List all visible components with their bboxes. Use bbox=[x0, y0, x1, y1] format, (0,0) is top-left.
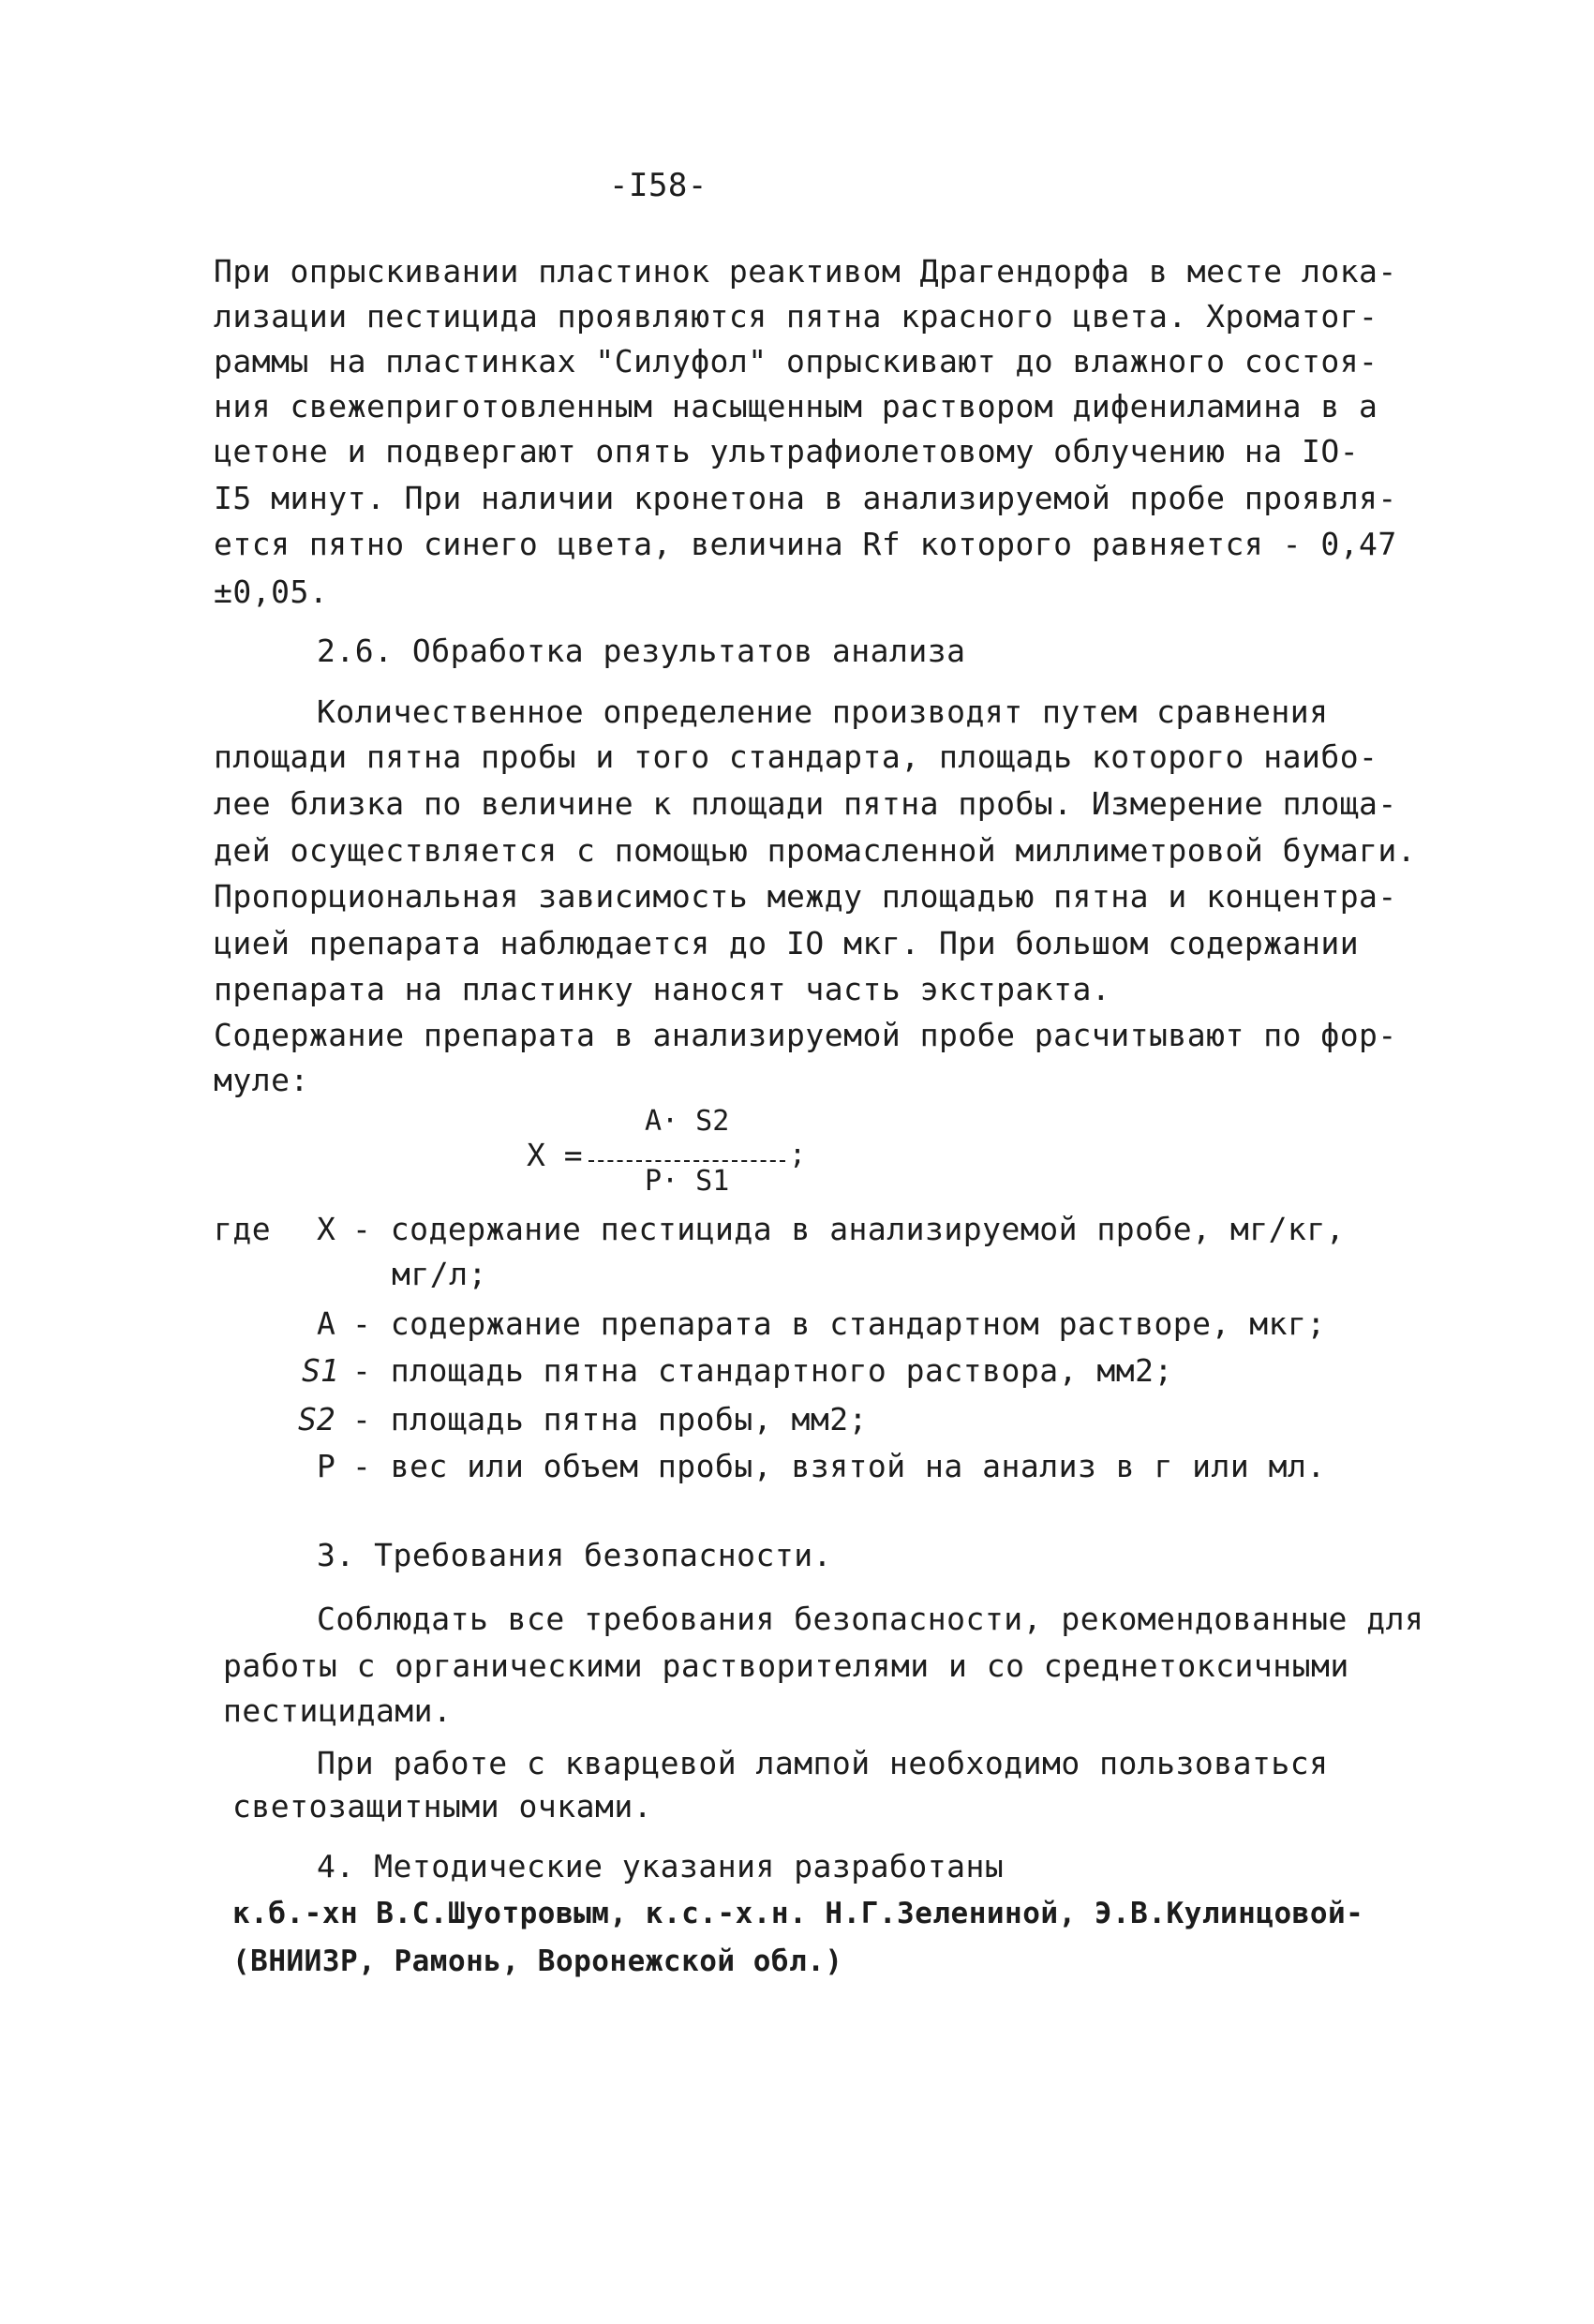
para2-line-9: муле: bbox=[214, 1062, 309, 1098]
legend-text-s2: - площадь пятна пробы, мм2; bbox=[352, 1401, 868, 1438]
formula-numerator: A· S2 bbox=[645, 1105, 730, 1138]
para2-line-4: дей осуществляется с помощью промасленной миллиметровой бумаги. bbox=[214, 832, 1417, 869]
authors-line-2: (ВНИИЗР, Рамонь, Воронежской обл.) bbox=[232, 1944, 843, 1978]
para1-line-5: цетоне и подвергают опять ультрафиолетовому облучению на IO- bbox=[214, 433, 1360, 469]
para4-line-1: При работе с кварцевой лампой необходимо пользоваться bbox=[317, 1745, 1329, 1781]
para4-line-2: светозащитными очками. bbox=[232, 1788, 653, 1825]
para3-line-2: работы с органическими растворителями и со среднетоксичными bbox=[223, 1647, 1349, 1684]
formula-fraction-line bbox=[588, 1160, 785, 1162]
para1-line-4: ния свежеприготовленным насыщенным раствором дифениламина в а bbox=[214, 388, 1378, 425]
legend-intro: где bbox=[214, 1211, 272, 1247]
para3-line-3: пестицидами. bbox=[223, 1692, 453, 1729]
para2-line-6: цией препарата наблюдается до IO мкг. При большом содержании bbox=[214, 925, 1360, 961]
legend-text-p: - вес или объем пробы, взятой на анализ в г или мл. bbox=[352, 1448, 1326, 1484]
legend-sym-s1: S1 bbox=[302, 1352, 339, 1389]
formula-denominator: P· S1 bbox=[645, 1165, 730, 1198]
para2-line-8: Содержание препарата в анализируемой пробе расчитывают по фор- bbox=[214, 1017, 1397, 1053]
para1-line-1: При опрыскивании пластинок реактивом Драгендорфа в месте лока- bbox=[214, 253, 1397, 290]
para2-line-1: Количественное определение производят путем сравнения bbox=[317, 693, 1329, 730]
para2-line-5: Пропорциональная зависимость между площадью пятна и концентра- bbox=[214, 878, 1397, 915]
section-3-heading: 3. Требования безопасности. bbox=[317, 1537, 832, 1573]
legend-text-x: - содержание пестицида в анализируемой пробе, мг/кг, bbox=[352, 1211, 1346, 1247]
para1-line-3: раммы на пластинках "Силуфол" опрыскивают до влажного состоя- bbox=[214, 343, 1378, 380]
para2-line-2: площади пятна пробы и того стандарта, площадь которого наибо- bbox=[214, 738, 1378, 775]
para1-line-7: ется пятно синего цвета, величина Rf которого равняется - 0,47 bbox=[214, 526, 1397, 562]
para3-line-1: Соблюдать все требования безопасности, рекомендованные для bbox=[317, 1601, 1424, 1637]
legend-sym-x: X bbox=[317, 1211, 336, 1247]
para1-line-6: I5 минут. При наличии кронетона в анализируемой пробе проявля- bbox=[214, 480, 1397, 516]
section-2-6-heading: 2.6. Обработка результатов анализа bbox=[317, 633, 966, 669]
legend-text-x-cont: мг/л; bbox=[392, 1256, 487, 1292]
para1-line-8: ±0,05. bbox=[214, 574, 329, 610]
para1-line-2: лизации пестицида проявляются пятна красного цвета. Хроматог- bbox=[214, 298, 1378, 335]
legend-sym-a: A bbox=[317, 1305, 336, 1342]
legend-sym-s2: S2 bbox=[298, 1401, 335, 1438]
page-number: -I58- bbox=[609, 167, 708, 204]
para2-line-7: препарата на пластинку наносят часть экстракта. bbox=[214, 971, 1111, 1007]
formula-suffix: ; bbox=[789, 1139, 807, 1171]
legend-text-s1: - площадь пятна стандартного раствора, мм2; bbox=[352, 1352, 1173, 1389]
legend-sym-p: P bbox=[317, 1448, 336, 1484]
authors-line-1: к.б.-хн В.С.Шуотровым, к.с.-х.н. Н.Г.Зелениной, Э.В.Кулинцовой- bbox=[232, 1897, 1364, 1930]
formula-lhs: X = bbox=[527, 1137, 583, 1173]
section-4-heading: 4. Методические указания разработаны bbox=[317, 1848, 1005, 1885]
para2-line-3: лее близка по величине к площади пятна пробы. Измерение площа- bbox=[214, 785, 1397, 822]
legend-text-a: - содержание препарата в стандартном растворе, мкг; bbox=[352, 1305, 1326, 1342]
